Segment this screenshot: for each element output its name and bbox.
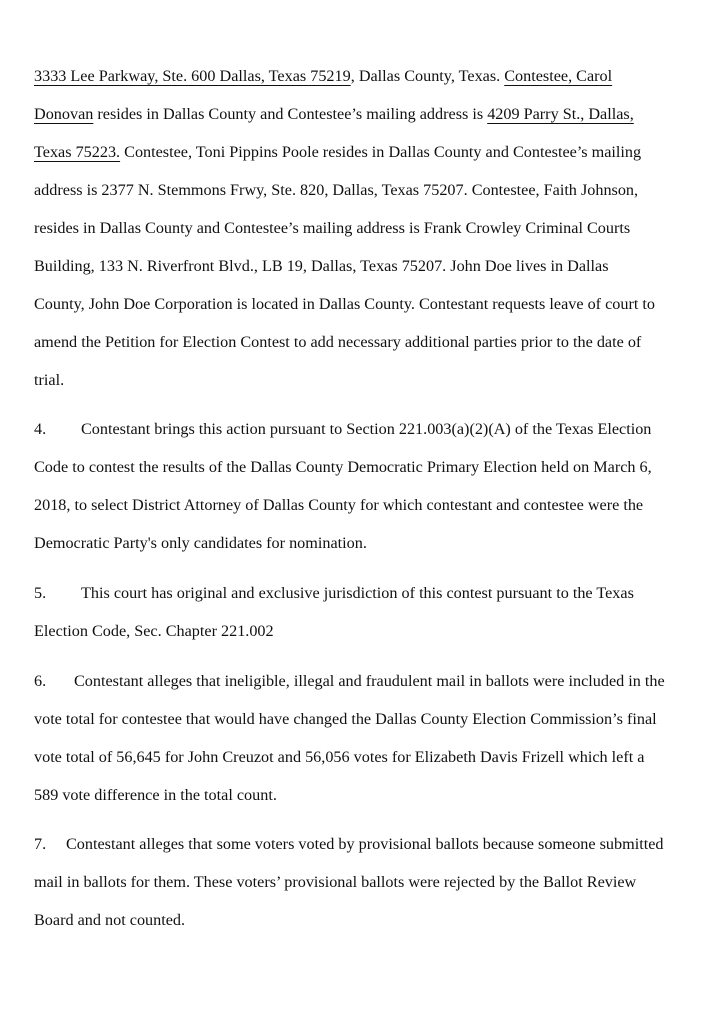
- text-segment: resides in Dallas County and Contestee’s mailing address is: [93, 105, 488, 123]
- p6-line-4: 589 vote difference in the total count.: [34, 786, 277, 804]
- underlined-address-contestee: 4209 Parry St., Dallas,: [487, 105, 634, 123]
- p3-line-7: County, John Doe Corporation is located in Dallas County. Contestant requests leave of court to: [34, 295, 656, 313]
- underlined-address-contestee-cont: Texas 75223.: [34, 143, 121, 161]
- text-segment: Contestant brings this action pursuant to Section 221.003(a)(2)(A) of the Texas Election: [81, 420, 652, 438]
- text-segment: Contestee, Toni Pippins Poole resides in Dallas County and Contestee’s mailing: [120, 143, 642, 161]
- p4-line-2: Code to contest the results of the Dallas County Democratic Primary Election held on March 6,: [34, 458, 652, 476]
- p5-line-1: [34, 583, 634, 603]
- p4-line-4: Democratic Party's only candidates for nomination.: [34, 534, 367, 552]
- p3-line-5: resides in Dallas County and Contestee’s mailing address is Frank Crowley Criminal Courts: [34, 219, 631, 237]
- text-segment: This court has original and exclusive jurisdiction of this contest pursuant to the Texas: [81, 584, 634, 602]
- text-segment: , Dallas County, Texas.: [350, 67, 505, 85]
- p3-line-1: [34, 66, 612, 86]
- p7-line-1: [34, 834, 663, 854]
- p7-line-2: mail in ballots for them. These voters’ provisional ballots were rejected by the Ballot Review: [34, 873, 637, 891]
- text-segment: Contestant alleges that some voters voted by provisional ballots because someone submitted: [66, 835, 664, 853]
- p3-line-6: Building, 133 N. Riverfront Blvd., LB 19, Dallas, Texas 75207. John Doe lives in Dallas: [34, 257, 609, 275]
- p4-line-3: 2018, to select District Attorney of Dallas County for which contestant and contestee were the: [34, 496, 644, 514]
- p3-line-4: address is 2377 N. Stemmons Frwy, Ste. 820, Dallas, Texas 75207. Contestee, Faith Johnson,: [34, 181, 639, 199]
- underlined-contestee-name-cont: Donovan: [34, 105, 94, 123]
- underlined-contestee-name: Contestee, Carol: [504, 67, 613, 85]
- p5-line-2: Election Code, Sec. Chapter 221.002: [34, 622, 274, 640]
- p6-line-1: [34, 671, 665, 691]
- p6-line-2: vote total for contestee that would have changed the Dallas County Election Commission’s final: [34, 710, 657, 728]
- p3-line-8: amend the Petition for Election Contest to add necessary additional parties prior to the date of: [34, 333, 642, 351]
- p7-line-3: Board and not counted.: [34, 911, 186, 929]
- underlined-address-contestant: 3333 Lee Parkway, Ste. 600 Dallas, Texas 75219: [34, 67, 351, 85]
- paragraph-number: 5.: [34, 584, 47, 602]
- paragraph-number: 6.: [34, 672, 47, 690]
- text-segment: Contestant alleges that ineligible, illegal and fraudulent mail in ballots were included in the: [74, 672, 665, 690]
- p4-line-1: [34, 419, 651, 439]
- paragraph-number: 7.: [34, 835, 47, 853]
- p3-line-9: trial.: [34, 371, 65, 389]
- p3-line-3: [34, 142, 641, 162]
- paragraph-number: 4.: [34, 420, 47, 438]
- p6-line-3: vote total of 56,645 for John Creuzot and 56,056 votes for Elizabeth Davis Frizell which left a: [34, 748, 645, 766]
- p3-line-2: [34, 104, 634, 124]
